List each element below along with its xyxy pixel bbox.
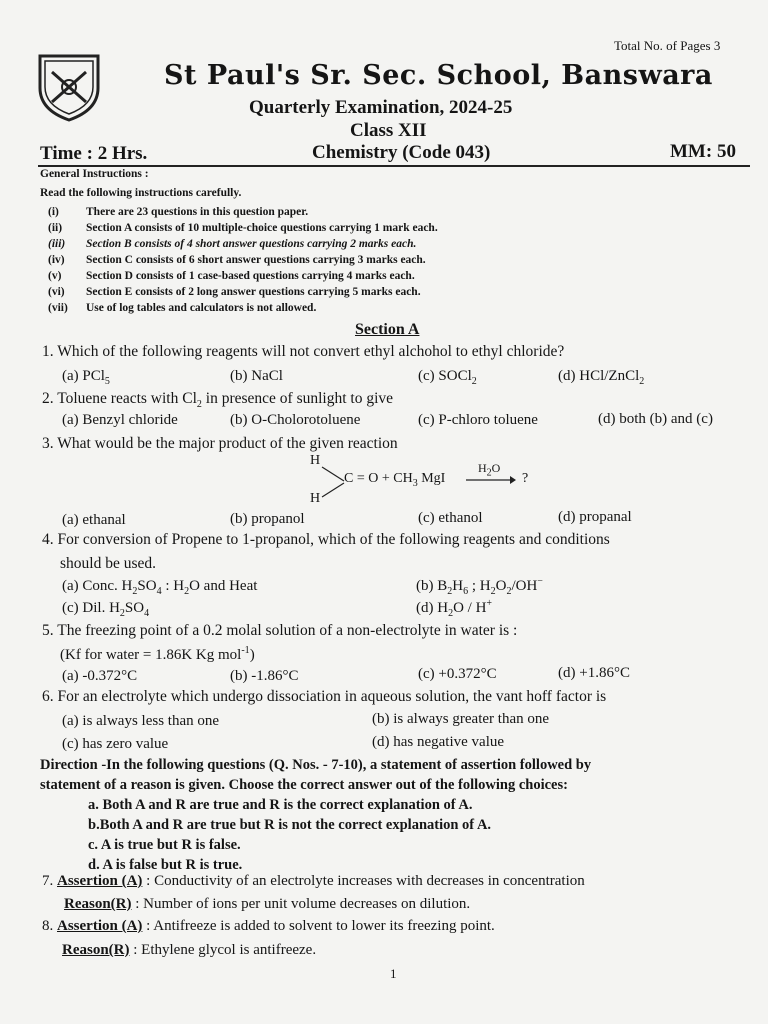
exam-title: Quarterly Examination, 2024-25 [249, 97, 513, 118]
class-label: Class XII [350, 120, 427, 141]
total-pages: Total No. of Pages 3 [614, 38, 721, 53]
reaction-h-top: H [310, 453, 321, 468]
question-8-assertion: 8. Assertion (A) : Antifreeze is added to solvent to lower its freezing point. [42, 918, 495, 934]
question-8-reason: Reason(R) : Ethylene glycol is antifreeze. [62, 942, 317, 958]
direction-choice-b: b.Both A and R are true but R is not the correct explanation of A. [88, 817, 492, 833]
instr-text: Section B consists of 4 short answer questions carrying 2 marks each. [86, 238, 417, 250]
question-7-reason: Reason(R) : Number of ions per unit volume decreases on dilution. [64, 896, 471, 912]
question-2: 2. Toluene reacts with $Cl_2$ in presence of sunlight to give [42, 390, 394, 411]
q2-option-d: (d) both (b) and (c) [598, 411, 713, 427]
instr-num: (vi) [48, 286, 65, 298]
school-name: St Paul's Sr. Sec. School, Banswara [164, 60, 713, 91]
instr-text: There are 23 questions in this question paper. [86, 206, 309, 218]
q5-option-a: (a) -0.372°C [62, 668, 138, 684]
instr-num: (iii) [48, 238, 66, 250]
direction-line-1: Direction -In the following questions (Q. Nos. - 7-10), a statement of assertion followed by [40, 757, 592, 773]
q5-option-d: (d) +1.86°C [558, 665, 630, 681]
q4-option-b: (b) $B_2H_6$ ; $H_2O_2/OH^-$ [416, 576, 543, 597]
page-number: 1 [390, 966, 397, 981]
section-a-title: Section A [355, 321, 420, 338]
question-4-cont: should be used. [60, 555, 157, 572]
time-label: Time : 2 Hrs. [40, 143, 148, 164]
subject-label: Chemistry (Code 043) [312, 142, 491, 163]
q1-option-a: (a) PCl$_5$ [62, 368, 110, 387]
instr-num: (v) [48, 270, 62, 282]
instructions-title: General Instructions : [40, 168, 149, 180]
reason-label: Reason(R) [64, 896, 132, 912]
max-marks: MM: 50 [670, 141, 736, 162]
reaction-arrow [466, 475, 516, 485]
q1-option-d: (d) HCl/ZnCl$_2$ [558, 368, 645, 387]
q6-option-d: (d) has negative value [372, 734, 505, 750]
direction-choice-a: a. Both A and R are true and R is the correct explanation of A. [88, 797, 473, 813]
question-4: 4. For conversion of Propene to 1-propanol, which of the following reagents and conditions [42, 531, 610, 548]
instr-num: (iv) [48, 254, 65, 266]
question-1: 1. Which of the following reagents will not convert ethyl alchohol to ethyl chloride? [42, 343, 565, 360]
q5-kf: (Kf for water = 1.86K Kg mol$^{-1}$) [60, 645, 255, 663]
q2-option-c: (c) P-chloro toluene [418, 412, 538, 428]
instr-text: Section D consists of 1 case-based questions carrying 4 marks each. [86, 270, 415, 282]
reaction-h-bottom: H [310, 491, 321, 506]
assertion-label: Assertion (A) [57, 918, 143, 934]
q3-option-d: (d) propanal [558, 509, 632, 525]
instr-text: Use of log tables and calculators is not allowed. [86, 302, 317, 314]
q5-option-b: (b) -1.86°C [230, 668, 299, 684]
q1-option-c: (c) SOCl$_2$ [418, 368, 477, 387]
school-logo [34, 50, 104, 122]
direction-choice-d: d. A is false but R is true. [88, 857, 243, 873]
q3-option-c: (c) ethanol [418, 510, 483, 526]
question-7-assertion: 7. Assertion (A) : Conductivity of an electrolyte increases with decreases in concentration [42, 873, 585, 889]
instr-text: Section E consists of 2 long answer questions carrying 5 marks each. [86, 286, 421, 298]
reaction-product: ? [522, 471, 529, 486]
reaction-reagent: $H_2O$ [478, 461, 501, 479]
instr-text: Section C consists of 6 short answer questions carrying 3 marks each. [86, 254, 426, 266]
q6-option-a: (a) is always less than one [62, 713, 220, 729]
instructions-read: Read the following instructions carefully. [40, 187, 242, 199]
q3-option-a: (a) ethanal [62, 512, 126, 528]
question-5: 5. The freezing point of a 0.2 molal solution of a non-electrolyte in water is : [42, 622, 518, 639]
q6-option-b: (b) is always greater than one [372, 711, 550, 727]
reason-label: Reason(R) [62, 942, 130, 958]
q2-option-a: (a) Benzyl chloride [62, 412, 178, 428]
instr-num: (i) [48, 206, 59, 218]
question-6: 6. For an electrolyte which undergo dissociation in aqueous solution, the vant hoff factor is [42, 688, 607, 705]
instr-num: (vii) [48, 302, 68, 314]
q3-reaction [300, 453, 560, 511]
assertion-label: Assertion (A) [57, 873, 143, 889]
reaction-equation: $C = O + CH_3$ MgI [344, 471, 446, 489]
q3-option-b: (b) propanol [230, 511, 305, 527]
direction-line-2: statement of a reason is given. Choose the correct answer out of the following choices: [40, 777, 568, 793]
q5-option-c: (c) +0.372°C [418, 666, 497, 682]
instr-text: Section A consists of 10 multiple-choice questions carrying 1 mark each. [86, 222, 438, 234]
q4-option-a: (a) Conc. $H_2SO_4$ : $H_2O$ and Heat [62, 578, 258, 597]
q1-option-b: (b) NaCl [230, 368, 283, 384]
q4-option-d: (d) $H_2O / H^+$ [416, 598, 493, 619]
direction-choice-c: c. A is true but R is false. [88, 837, 241, 853]
q2-option-b: (b) O-Cholorotoluene [230, 412, 361, 428]
q6-option-c: (c) has zero value [62, 736, 169, 752]
q4-option-c: (c) Dil. $H_2SO_4$ [62, 600, 150, 619]
instr-num: (ii) [48, 222, 63, 234]
header-rule [38, 165, 750, 167]
question-3: 3. What would be the major product of the given reaction [42, 435, 398, 452]
